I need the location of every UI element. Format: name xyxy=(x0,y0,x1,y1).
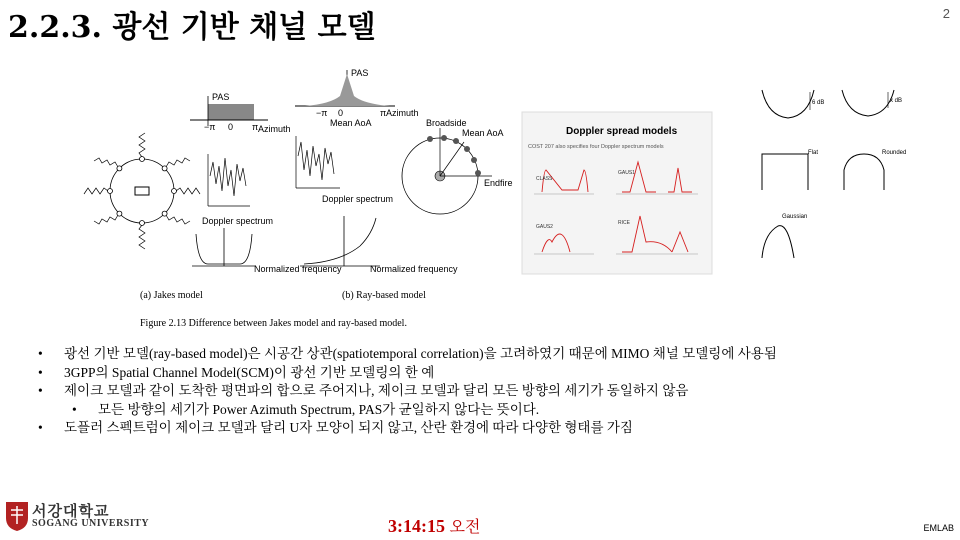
endfire-label: Endfire xyxy=(484,178,513,188)
panel-gaus1: GAUS1 xyxy=(618,170,635,176)
logo-korean: 서강대학교 xyxy=(32,502,110,520)
bullet-text: 도플러 스펙트럼이 제이크 모델과 달리 U자 모양이 되지 않고, 산란 환경에 따라 다양한 형태를 가짐 xyxy=(64,420,633,435)
doppler-subtitle: COST 207 also specifies four Doppler spectrum models xyxy=(528,144,664,150)
pi-left: π xyxy=(252,122,259,132)
broadside-label: Broadside xyxy=(426,118,467,128)
pas-label-left: PAS xyxy=(212,92,230,102)
logo-english: SOGANG UNIVERSITY xyxy=(32,518,150,529)
minus-pi-right: −π xyxy=(316,108,328,118)
bullet-text: 3GPP의 Spatial Channel Model(SCM)이 광선 기반 모델링의 한 예 xyxy=(64,364,435,380)
bullet-text: 제이크 모델과 같이 도착한 평면파의 합으로 주어지나, 제이크 모델과 달리 모든 방향의 세기가 동일하지 않음 xyxy=(64,383,689,398)
university-logo-icon xyxy=(4,500,30,532)
gaussian-label: Gaussian xyxy=(782,214,808,220)
pas-peaked-plot xyxy=(295,68,419,128)
profile-shapes-figure xyxy=(752,78,907,268)
caption-b: (b) Ray-based model xyxy=(342,290,426,301)
mean-aoa-label: Mean AoA xyxy=(330,118,372,128)
clock-time: 3:14:15 xyxy=(388,516,445,536)
raybased-doppler-spectrum xyxy=(300,216,380,266)
norm-freq-right: Normalized frequency xyxy=(370,264,458,274)
rounded-label: Rounded xyxy=(882,150,907,156)
clock-ampm: 오전 xyxy=(449,517,481,536)
bullet-item: • 도플러 스펙트럼이 제이크 모델과 달리 U자 모양이 되지 않고, 산란 환경에 따라 다양한 형태를 가짐 xyxy=(38,420,633,435)
broadside-mean-aoa: Mean AoA xyxy=(462,128,504,138)
sub-bullet-item: • 모든 방향의 세기가 Power Azimuth Spectrum, PAS가 균일하지 않다는 뜻이다. xyxy=(72,401,540,417)
caption-a: (a) Jakes model xyxy=(140,290,203,301)
panel-class: CLASS xyxy=(536,176,553,182)
azimuth-right: Azimuth xyxy=(386,108,419,118)
lab-label: EMLAB xyxy=(923,523,954,533)
doppler-spectrum-left: Doppler spectrum xyxy=(202,216,274,226)
jakes-scatter-ring xyxy=(84,133,200,249)
jakes-doppler-spectrum xyxy=(192,228,256,266)
flat-label: Flat xyxy=(808,150,819,156)
bullet-text: 광선 기반 모델(ray-based model)은 시공간 상관(spatiotemporal correlation)을 고려하였기 때문에 MIMO 채널 모델링에 사용됨 xyxy=(64,346,777,361)
raybased-time-signal xyxy=(296,136,340,188)
jakes-time-signal xyxy=(208,154,250,206)
figure-caption: Figure 2.13 Difference between Jakes model and ray-based model. xyxy=(140,318,407,329)
slide-clock xyxy=(388,514,480,537)
bullet-item: • 광선 기반 모델(ray-based model)은 시공간 상관(spatiotemporal correlation)을 고려하였기 때문에 MIMO 채널 모델링에 사용됨 xyxy=(38,346,777,361)
db-right-label: x dB xyxy=(890,98,903,104)
zero-left: 0 xyxy=(228,122,234,132)
db-left-label: 6 dB xyxy=(812,100,825,106)
bullet-item: • 3GPP의 Spatial Channel Model(SCM)이 광선 기반 모델링의 한 예 xyxy=(38,364,435,380)
panel-rice: RICE xyxy=(618,220,630,226)
page-number: 2 xyxy=(942,6,950,21)
doppler-spread-models-figure xyxy=(522,112,712,274)
doppler-heading: Doppler spread models xyxy=(566,126,678,137)
bullet-item: • 제이크 모델과 같이 도착한 평면파의 합으로 주어지나, 제이크 모델과 달리 모든 방향의 세기가 동일하지 않음 xyxy=(38,383,689,398)
pas-label-right: PAS xyxy=(351,68,369,78)
bullet-text: 모든 방향의 세기가 Power Azimuth Spectrum, PAS가 균일하지 않다는 뜻이다. xyxy=(98,401,540,417)
norm-freq-left: Normalized frequency xyxy=(254,264,342,274)
minus-pi-left: −π xyxy=(204,122,216,132)
raybased-scatter-ring xyxy=(402,118,513,214)
zero-right: 0 xyxy=(338,108,344,118)
jakes-vs-raybased-figure xyxy=(90,66,513,334)
bullet-list xyxy=(38,345,948,438)
doppler-spectrum-right: Doppler spectrum xyxy=(322,194,394,204)
azimuth-left: Azimuth xyxy=(258,124,291,134)
slide-title: 2.2.3. 광선 기반 채널 모델 xyxy=(8,10,376,45)
pas-uniform-plot xyxy=(190,92,291,134)
pi-right: π xyxy=(380,108,387,118)
panel-gaus2: GAUS2 xyxy=(536,224,553,230)
